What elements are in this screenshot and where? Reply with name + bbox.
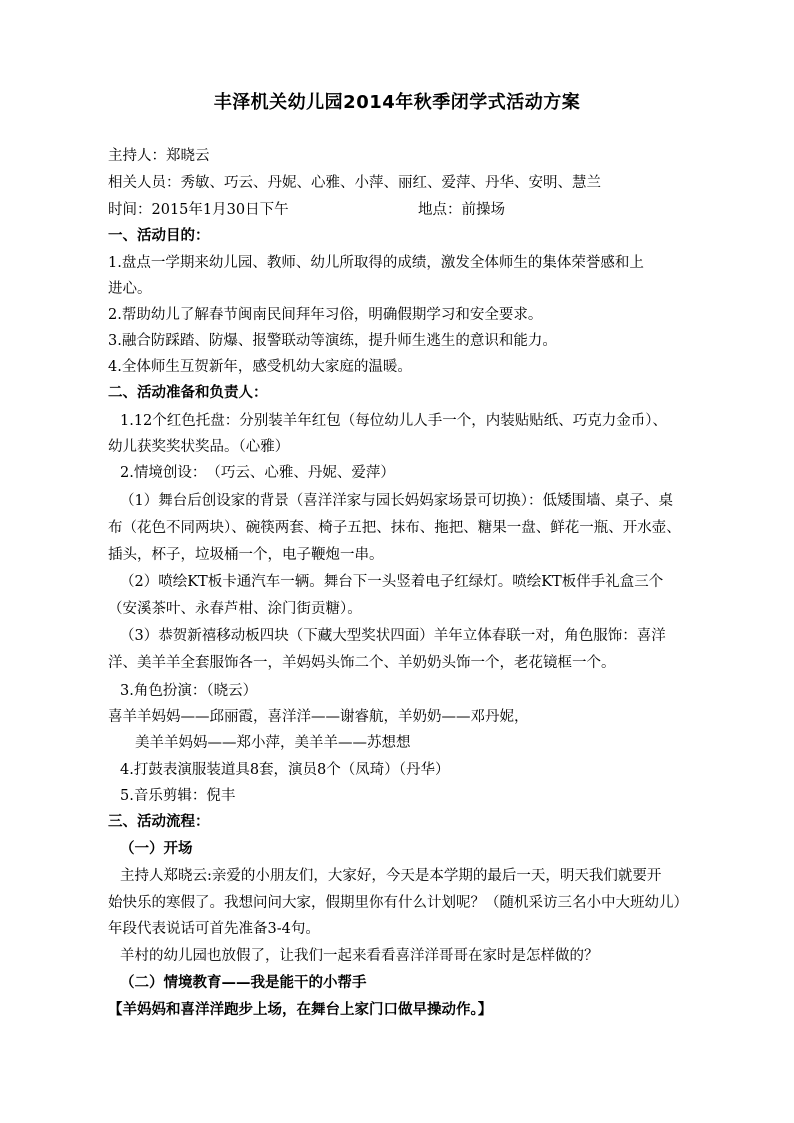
paragraph-line: 插头，杯子，垃圾桶一个，电子鞭炮一串。 — [108, 547, 384, 563]
subsection-heading: （二）情境教育——我是能干的小帮手 — [120, 975, 367, 991]
paragraph-line: 年段代表说话可首先准备3-4句。 — [108, 921, 320, 937]
paragraph-line: 幼儿获奖奖状奖品。（心雅） — [108, 439, 290, 455]
paragraph-line: 主持人郑晓云:亲爱的小朋友们，大家好，今天是本学期的最后一天，明天我们就要开 — [120, 868, 662, 884]
subsection-heading: （一）开场 — [120, 841, 193, 857]
paragraph-line: （1）舞台后创设家的背景（喜洋洋家与园长妈妈家场景可切换）：低矮围墙、桌子、桌 — [120, 493, 673, 509]
paragraph-line: 4.全体师生互贺新年，感受机幼大家庭的温暖。 — [108, 359, 412, 375]
paragraph-line: 始快乐的寒假了。我想问问大家，假期里你有什么计划呢？（随机采访三名小中大班幼儿） — [108, 895, 688, 911]
paragraph-line: 3.融合防踩踏、防爆、报警联动等演练，提升师生逃生的意识和能力。 — [108, 333, 557, 349]
document-title: 丰泽机关幼儿园2014年秋季闭学式活动方案 — [213, 92, 581, 113]
stage-direction: 【羊妈妈和喜洋洋跑步上场，在舞台上家门口做早操动作。】 — [108, 1002, 493, 1018]
time-location-line — [108, 200, 708, 220]
paragraph-line: 洋、美羊羊全套服饰各一，羊妈妈头饰二个、羊奶奶头饰一个，老花镜框一个。 — [108, 655, 616, 671]
paragraph-line: 喜羊羊妈妈——邱丽霞，喜洋洋——谢睿航，羊奶奶——邓丹妮， — [108, 709, 529, 725]
time-text: 时间：2015年1月30日下午 — [108, 202, 289, 218]
paragraph-line: 2.帮助幼儿了解春节闽南民间拜年习俗，明确假期学习和安全要求。 — [108, 307, 543, 323]
paragraph-line: （2）喷绘KT板卡通汽车一辆。舞台下一头竖着电子红绿灯。喷绘KT板伴手礼盒三个 — [120, 574, 664, 590]
section-heading: 二、活动准备和负责人： — [108, 385, 268, 401]
section-heading: 三、活动流程： — [108, 814, 210, 830]
paragraph-line: 5.音乐剪辑：倪丰 — [120, 788, 236, 804]
people-line: 相关人员：秀敏、巧云、丹妮、心雅、小萍、丽红、爱萍、丹华、安明、慧兰 — [108, 175, 601, 191]
paragraph-line: 1.盘点一学期来幼儿园、教师、幼儿所取得的成绩，激发全体师生的集体荣誉感和上 — [108, 255, 644, 271]
paragraph-line: （安溪茶叶、永春芦柑、涂门街贡糖）。 — [108, 601, 362, 617]
paragraph-line: 2.情境创设： （巧云、心雅、丹妮、爱萍） — [120, 465, 395, 481]
paragraph-line: （3）恭贺新禧移动板四块（下藏大型奖状四面）羊年立体春联一对，角色服饰：喜洋 — [120, 628, 666, 644]
location-text: 地点：前操场 — [418, 202, 505, 218]
paragraph-line: 1.12个红色托盘：分别装羊年红包（每位幼儿人手一个，内装贴贴纸、巧克力金币）、 — [120, 413, 668, 429]
paragraph-line: 3.角色扮演：（晓云） — [120, 683, 258, 699]
paragraph-line: 羊村的幼儿园也放假了，让我们一起来看看喜洋洋哥哥在家时是怎样做的？ — [120, 948, 599, 964]
paragraph-line: 布（花色不同两块）、碗筷两套、椅子五把、抹布、拖把、糖果一盘、鲜花一瓶、开水壶、 — [108, 520, 681, 536]
paragraph-line: 进心。 — [108, 281, 152, 297]
host-line: 主持人：郑晓云 — [108, 148, 210, 164]
section-heading: 一、活动目的： — [108, 228, 210, 244]
paragraph-line: 4.打鼓表演服装道具8套，演员8个（凤琦）（丹华） — [120, 762, 450, 778]
paragraph-line: 美羊羊妈妈——郑小萍，美羊羊——苏想想 — [135, 735, 411, 751]
